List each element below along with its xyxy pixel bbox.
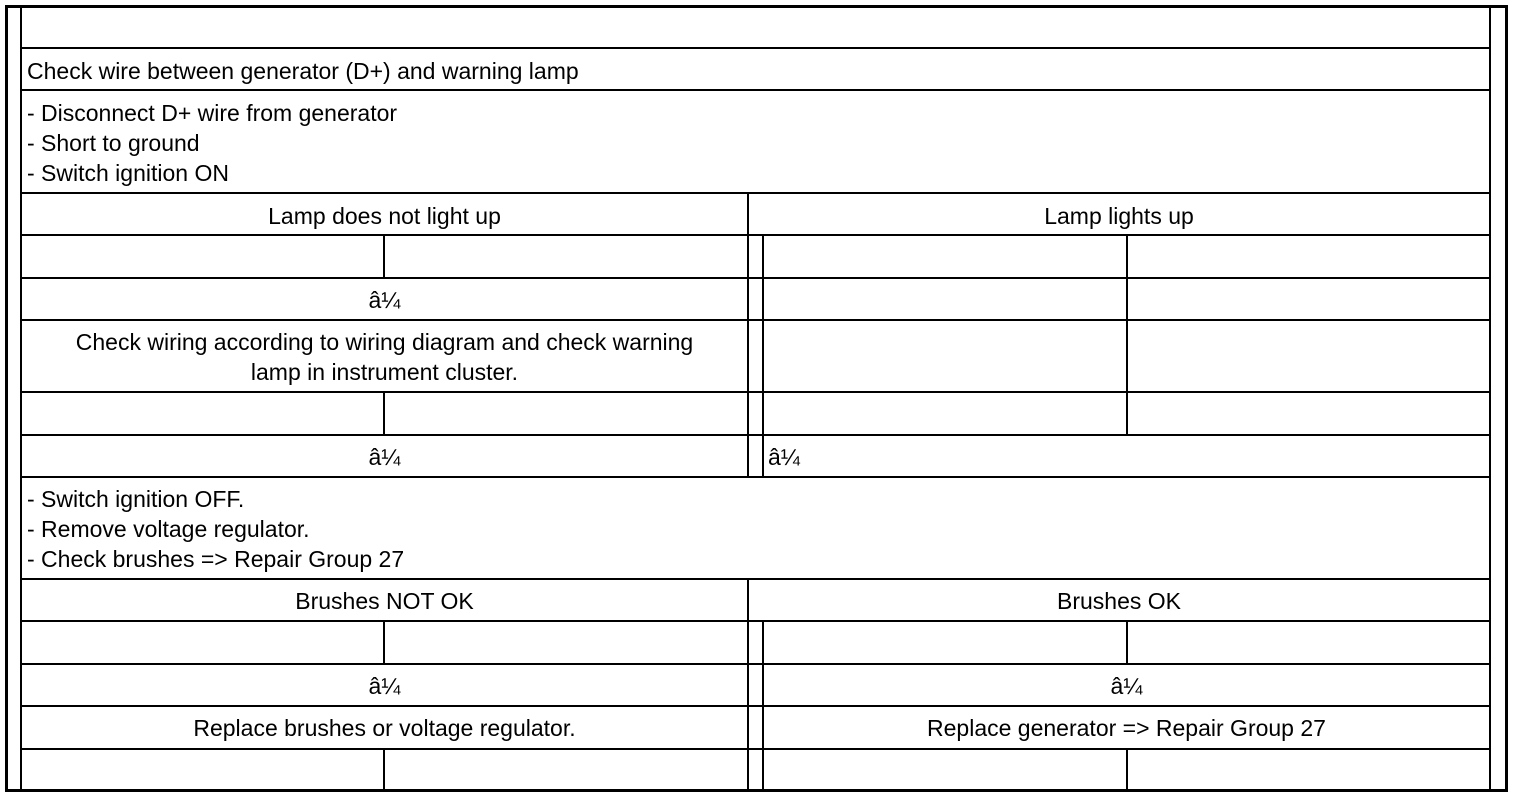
check-title: Check wire between generator (D+) and warning lamp [27, 58, 579, 84]
result-lamp-lit: Lamp lights up [1044, 203, 1194, 229]
row-line [20, 620, 1491, 622]
frame-top [5, 5, 1508, 8]
down-arrow: â¼ [368, 673, 401, 699]
result-brushes-not-ok: Brushes NOT OK [295, 588, 474, 614]
down-arrow: â¼ [768, 444, 800, 470]
row-line [20, 192, 1491, 194]
col-line [747, 192, 749, 478]
row-line [20, 434, 1491, 436]
result-lamp-not-lit: Lamp does not light up [268, 203, 501, 229]
col-line [383, 748, 385, 792]
action-replace-brushes: Replace brushes or voltage regulator. [193, 715, 576, 741]
col-line [762, 234, 764, 320]
col-line [762, 319, 764, 478]
row-line [20, 234, 1491, 236]
col-line [383, 234, 385, 279]
down-arrow: â¼ [368, 444, 401, 470]
action-replace-generator: Replace generator => Repair Group 27 [927, 715, 1326, 741]
action-line: Check wiring according to wiring diagram and check warning [75, 329, 694, 355]
inner-right-border [1489, 5, 1491, 792]
row-line [20, 663, 1491, 665]
frame-left [5, 5, 8, 792]
col-line [1126, 234, 1128, 436]
result-brushes-ok: Brushes OK [1057, 588, 1181, 614]
frame-bottom [5, 789, 1508, 792]
row-line [20, 277, 1491, 279]
step-item: - Switch ignition ON [27, 160, 229, 186]
action-line: lamp in instrument cluster. [250, 359, 519, 385]
row-line [20, 705, 1491, 707]
step-item: - Remove voltage regulator. [27, 516, 310, 542]
row-line [20, 319, 1491, 321]
step-item: - Short to ground [27, 130, 200, 156]
row-line [20, 748, 1491, 750]
row-line [20, 578, 1491, 580]
down-arrow: â¼ [368, 287, 401, 313]
col-line [1126, 748, 1128, 792]
row-line [20, 476, 1491, 478]
step-item: - Disconnect D+ wire from generator [27, 100, 398, 126]
col-line [383, 620, 385, 665]
row-line [20, 89, 1491, 91]
col-line [762, 620, 764, 792]
row-line [20, 47, 1491, 49]
row-line [20, 391, 1491, 393]
frame-right [1505, 5, 1508, 792]
col-line [383, 391, 385, 436]
step-item: - Switch ignition OFF. [27, 486, 245, 512]
down-arrow: â¼ [1110, 673, 1143, 699]
step-item: - Check brushes => Repair Group 27 [27, 546, 405, 572]
col-line [1126, 620, 1128, 665]
